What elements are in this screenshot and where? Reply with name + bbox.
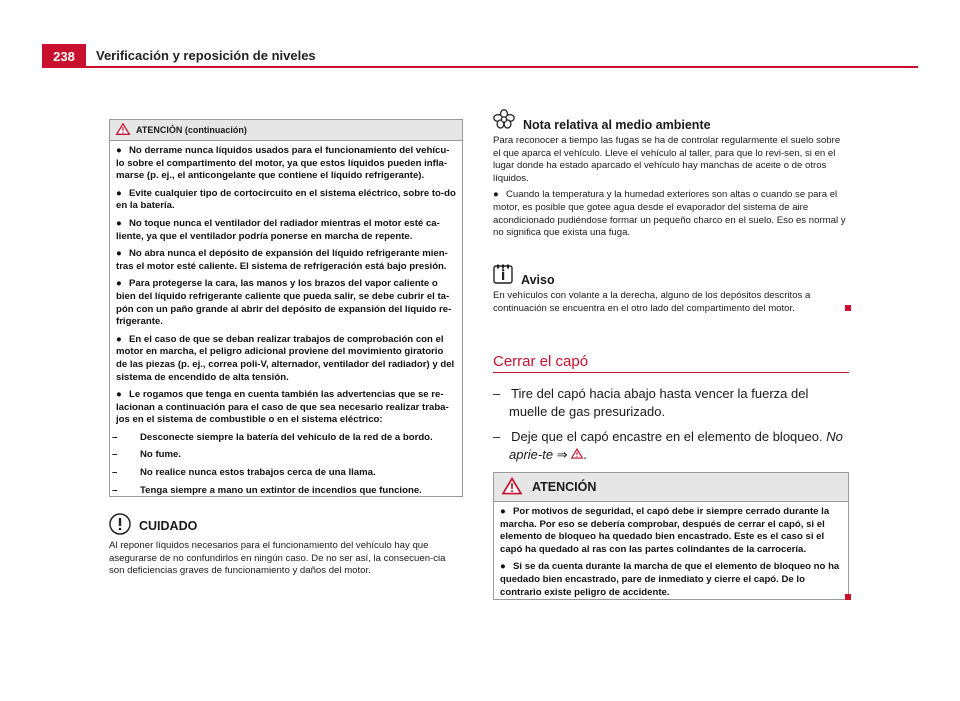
list-item: ● Para protegerse la cara, las manos y los brazos del vapor caliente o bien del líquido refrigerante caliente que pueda salir, se debe cubrir el ta-pón con un paño grande al abrir del depósito de expansión del líquido re-frigerante. (116, 278, 452, 328)
list-item: ● Por motivos de seguridad, el capó debe ir siempre cerrado durante la marcha. Por eso se debería comprobar, después de cerrar el capó, si el elemento de bloqueo ha quedado bien encastrado. Este es el caso si el capó ha quedado al ras con las partes colindantes de la carrocería. (500, 506, 830, 555)
warning-box (493, 472, 849, 600)
list-item: ● En el caso de que se deban realizar trabajos de comprobación con el motor en marcha, el peligro adicional proviene del movimiento giratorio de las piezas (p. ej., correa poli-V, alternador, ventilador del radiador) y del sistema de encendido de alta tensión. (116, 333, 455, 383)
warning-box-continued (109, 119, 463, 497)
warning-triangle-icon (502, 477, 522, 498)
warning-box-title: ATENCIÓN (532, 480, 597, 494)
sub-list-item: – Desconecte siempre la batería del vehículo de la red de a bordo. (112, 431, 433, 443)
sub-list-item: – Tenga siempre a mano un extintor de incendios que funcione. (112, 484, 422, 496)
step-item: – Tire del capó hacia abajo hasta vencer la fuerza del muelle de gas presurizado. (493, 386, 809, 419)
section-rule (493, 372, 849, 373)
section-heading: Cerrar el capó (493, 353, 589, 370)
environment-note (493, 109, 849, 244)
warning-box-header (110, 120, 462, 141)
environment-note-title: Nota relativa al medio ambiente (523, 118, 711, 132)
cuidado-text: Al reponer líquidos necesarios para el funcionamiento del vehículo hay que asegurarse de no confundirlos en ningún caso. De no ser así, la consecuen-cia son deficiencias graves de funcionamiento y daños del motor. (109, 540, 446, 577)
end-marker (845, 305, 851, 311)
warning-box-title: ATENCIÓN (continuación) (136, 125, 247, 135)
end-marker (845, 594, 851, 600)
cuidado-section (109, 513, 463, 578)
list-item: ● No derrame nunca líquidos usados para el funcionamiento del vehícu-lo sobre el compartimento del motor, ya que estos líquidos pueden infla-marse (p. ej., el anticongelante que contiene el líquido refrigerante). (116, 145, 450, 182)
header-rule (86, 66, 918, 68)
info-notepad-icon (493, 264, 513, 287)
exclamation-circle-icon (109, 513, 131, 538)
page-title: Verificación y reposición de niveles (96, 48, 316, 63)
sub-list-item: – No realice nunca estos trabajos cerca de una llama. (112, 467, 376, 479)
list-item: ● Si se da cuenta durante la marcha de que el elemento de bloqueo no ha quedado bien encastrado, pare de inmediato y cierre el capó. De lo contrario existe peligro de accidente. (500, 561, 840, 598)
warning-triangle-icon[interactable] (571, 447, 583, 462)
list-item: ● Evite cualquier tipo de cortocircuito en el sistema eléctrico, sobre to-do en la batería. (116, 187, 456, 212)
list-item: ● Cuando la temperatura y la humedad exteriores son altas o cuando se para el motor, es posible que gotee agua desde el evaporador del sistema de aire acondicionado pudiéndose formar un pequeño charco en el suelo. Eso es normal y no significa que exista una fuga. (493, 189, 846, 239)
warning-box-header (494, 473, 848, 502)
warning-triangle-icon (116, 123, 130, 137)
list-item: ● No toque nunca el ventilador del radiador mientras el motor esté ca-liente, ya que el ventilador podría ponerse en marcha de repente. (116, 217, 440, 242)
cuidado-title: CUIDADO (139, 518, 198, 533)
environment-note-text: Para reconocer a tiempo las fugas se ha de controlar regularmente el suelo sobre el que aparca el vehículo. Lleve el vehículo al taller, para que lo revi-sen, si en el lugar donde ha estado aparcado el vehículo hay manchas de aceite o de otros líquidos. (493, 135, 841, 184)
aviso-title: Aviso (521, 273, 555, 287)
environment-flower-icon (493, 109, 515, 132)
list-item: ● No abra nunca el depósito de expansión del líquido refrigerante mien-tras el motor esté caliente. El sistema de refrigeración está bajo presión. (116, 248, 448, 272)
page-number: 238 (42, 44, 86, 68)
list-item: ● Le rogamos que tenga en cuenta también las advertencias que se re-lacionan a continuación para el caso de que sea necesario realizar traba-jos en el sistema de combustible o en el sistema eléctrico: (116, 389, 449, 426)
aviso-text: En vehículos con volante a la derecha, alguno de los depósitos descritos a continuación se encuentra en el otro lado del compartimento del motor. (493, 290, 811, 314)
aviso-note (493, 264, 849, 319)
sub-list-item: – No fume. (112, 449, 182, 461)
step-item: – Deje que el capó encastre en el elemento de bloqueo. No aprie-te ⇒ . (493, 429, 843, 462)
